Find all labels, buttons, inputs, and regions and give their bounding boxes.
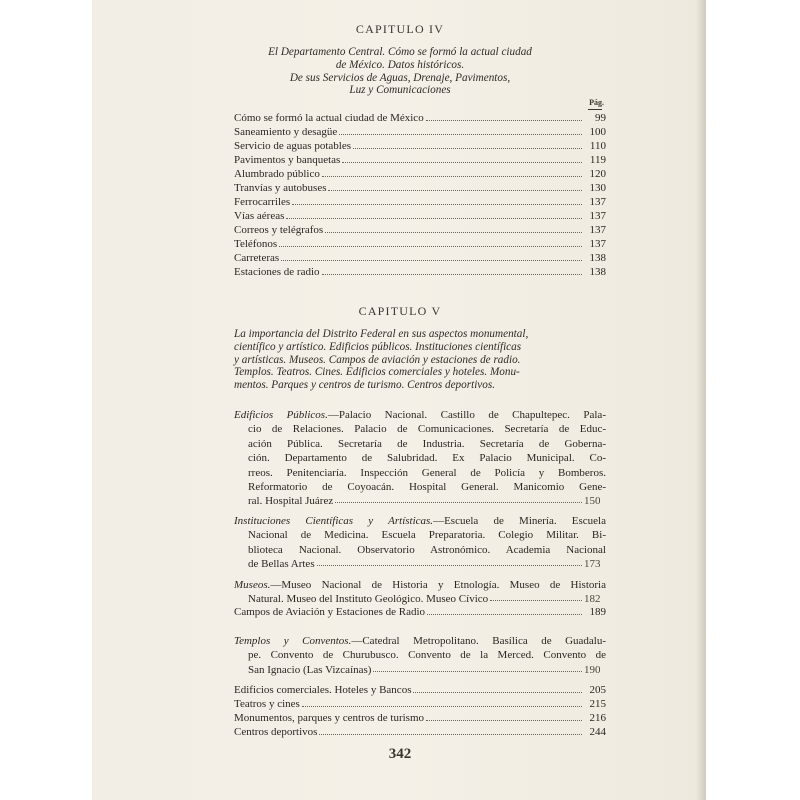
toc-entry-page: 205 [589, 684, 606, 696]
toc-entry-label: Teatros y cines [234, 698, 300, 710]
toc-entry-label: Servicio de aguas potables [234, 140, 351, 152]
leader-dots [322, 168, 582, 177]
toc-entry [234, 726, 606, 739]
toc-entry-label: Pavimentos y banquetas [234, 154, 341, 166]
paragraph-text: —Museo Nacional de Historia y Etnología. Museo de Historia [270, 579, 606, 591]
toc-paragraph-templos [234, 634, 606, 677]
leader-dots [302, 698, 582, 707]
chapter-4-intro-line: de México. Datos históricos. [335, 58, 465, 71]
toc-entry-label: Centros deportivos [234, 726, 318, 738]
toc-entry [234, 126, 606, 139]
page-number: 342 [388, 746, 412, 762]
toc-entry-label: Edificios comerciales. Hoteles y Bancos [234, 684, 412, 696]
toc-entry-label: Cómo se formó la actual ciudad de México [234, 112, 424, 124]
toc-entry-page: 137 [589, 238, 606, 250]
leader-dots [322, 266, 582, 275]
paragraph-line: ación Pública. Secretaría de Industria. Secretaría de Goberna- [248, 437, 606, 450]
toc-entry-label: Ferrocarriles [234, 196, 291, 208]
toc-entry [234, 684, 606, 697]
chapter-4-intro-line: De sus Servicios de Aguas, Drenaje, Pavimentos, [289, 71, 511, 84]
leader-dots [317, 557, 582, 566]
page-column-label: Pág. [589, 98, 604, 107]
toc-entry-page: 150 [584, 495, 601, 508]
paragraph-text: —Catedral Metropolitano. Basílica de Guadalu- [351, 635, 607, 647]
toc-entry [234, 266, 606, 279]
section-heading: Edificios Públicos. [234, 409, 328, 421]
toc-entry [234, 252, 606, 265]
section-heading: Templos y Conventos. [234, 635, 352, 647]
toc-entry-page: 182 [584, 593, 601, 606]
leader-dots [335, 494, 582, 503]
leader-dots [342, 154, 582, 163]
toc-paragraph-edificios [234, 408, 606, 509]
leader-dots [292, 196, 582, 205]
paragraph-line: ción. Departamento de Salubridad. Ex Palacio Municipal. Co- [248, 452, 606, 465]
leader-dots [279, 238, 582, 247]
scan-margin-left [0, 0, 92, 800]
chapter-5-title: CAPITULO V [358, 304, 442, 318]
chapter-5-intro-line: y artísticas. Museos. Campos de aviación y estaciones de radio. [234, 353, 521, 366]
paragraph-last-line: San Ignacio (Las Vizcaínas) [248, 663, 372, 676]
paragraph-line: cio de Relaciones. Palacio de Comunicaciones. Secretaría de Educ- [248, 423, 606, 436]
leader-dots [319, 726, 582, 735]
paragraph-last-line: de Bellas Artes [248, 558, 315, 571]
toc-entry-label: Carreteras [234, 252, 280, 264]
toc-entry [234, 112, 606, 125]
toc-entry [234, 712, 606, 725]
section-heading: Museos. [234, 579, 271, 591]
chapter-4-title: CAPITULO IV [355, 22, 445, 36]
leader-dots [373, 663, 582, 672]
paragraph-line: rreos. Penitenciaría. Inspección General de Policía y Bomberos. [248, 466, 606, 479]
leader-dots [281, 252, 582, 261]
toc-entry [234, 224, 606, 237]
toc-entry-label: Monumentos, parques y centros de turismo [234, 712, 425, 724]
paragraph-text: —Escuela de Minería. Escuela [433, 515, 607, 527]
section-heading: Instituciones Científicas y Artísticas. [234, 515, 434, 527]
chapter-5-intro-line: La importancia del Distrito Federal en sus aspectos monumental, [234, 328, 529, 340]
toc-entry-page: 244 [589, 726, 606, 738]
toc-entry-label: Teléfonos [234, 238, 278, 250]
page-column-rule [588, 109, 602, 110]
scan-margin-right [706, 0, 800, 800]
toc-entry [234, 606, 606, 619]
toc-entry-label: Campos de Aviación y Estaciones de Radio [234, 606, 426, 618]
toc-entry-page: 137 [589, 196, 606, 208]
toc-entry-page: 189 [589, 606, 606, 618]
toc-entry-page: 137 [589, 210, 606, 222]
toc-entry-page: 119 [589, 154, 606, 166]
chapter-5-intro-line: científico y artístico. Edificios públicos. Instituciones científicas [234, 340, 522, 353]
toc-paragraph-museos [234, 578, 606, 607]
chapter-5-intro [234, 328, 604, 392]
toc-entry [234, 140, 606, 153]
toc-entry-label: Saneamiento y desagüe [234, 126, 338, 138]
leader-dots [286, 210, 582, 219]
chapter-5-intro-line: Templos. Teatros. Cines. Edificios comerciales y hoteles. Monu- [234, 366, 520, 379]
toc-entry-page: 138 [589, 252, 606, 264]
toc-entry-page: 190 [584, 663, 601, 676]
toc-entry-page: 137 [589, 224, 606, 236]
toc-entry [234, 154, 606, 167]
chapter-4-intro-line: Luz y Comunicaciones [349, 84, 451, 97]
leader-dots [328, 182, 582, 191]
toc-entry [234, 196, 606, 209]
toc-entry-label: Alumbrado público [234, 168, 320, 180]
paragraph-line: pe. Convento de Churubusco. Convento de la Merced. Convento de [248, 649, 606, 662]
paragraph-line: Nacional de Medicina. Escuela Preparatoria. Colegio Militar. Bi- [248, 529, 606, 542]
toc-entry-page: 110 [589, 140, 606, 152]
toc-entry [234, 698, 606, 711]
toc-entry [234, 168, 606, 181]
toc-entry-page: 173 [584, 558, 601, 571]
paragraph-last-line: ral. Hospital Juárez [248, 495, 334, 508]
chapter-4-intro-line: El Departamento Central. Cómo se formó la actual ciudad [268, 46, 532, 58]
toc-entry-page: 216 [589, 712, 606, 724]
paragraph-line: blioteca Nacional. Observatorio Astronómico. Academia Nacional [248, 543, 606, 556]
chapter-5-intro-line: mentos. Parques y centros de turismo. Centros deportivos. [234, 379, 496, 392]
leader-dots [339, 126, 582, 135]
toc-entry-page: 138 [589, 266, 606, 278]
toc-entry-page: 215 [589, 698, 606, 710]
paragraph-text: —Palacio Nacional. Castillo de Chapultepec. Pala- [327, 409, 606, 421]
toc-entry-label: Vías aéreas [234, 210, 285, 222]
toc-entry-page: 99 [595, 112, 606, 124]
leader-dots [490, 592, 582, 601]
toc-entry [234, 182, 606, 195]
leader-dots [353, 140, 582, 149]
toc-paragraph-instituciones [234, 514, 606, 572]
toc-entry-label: Estaciones de radio [234, 266, 320, 278]
paragraph-last-line: Natural. Museo del Instituto Geológico. Museo Cívico [248, 593, 489, 606]
toc-entry-label: Correos y telégrafos [234, 224, 324, 236]
toc-entry [234, 238, 606, 251]
leader-dots [325, 224, 582, 233]
toc-entry-page: 100 [589, 126, 606, 138]
toc-entry-page: 130 [589, 182, 606, 194]
leader-dots [413, 684, 582, 693]
toc-entry [234, 210, 606, 223]
toc-entry-page: 120 [589, 168, 606, 180]
toc-entry-label: Tranvías y autobuses [234, 182, 327, 194]
leader-dots [427, 606, 582, 615]
leader-dots [426, 712, 582, 721]
paragraph-line: Reformatorio de Coyoacán. Hospital General. Manicomio Gene- [248, 481, 606, 494]
leader-dots [426, 112, 582, 121]
chapter-4-intro [210, 46, 590, 97]
